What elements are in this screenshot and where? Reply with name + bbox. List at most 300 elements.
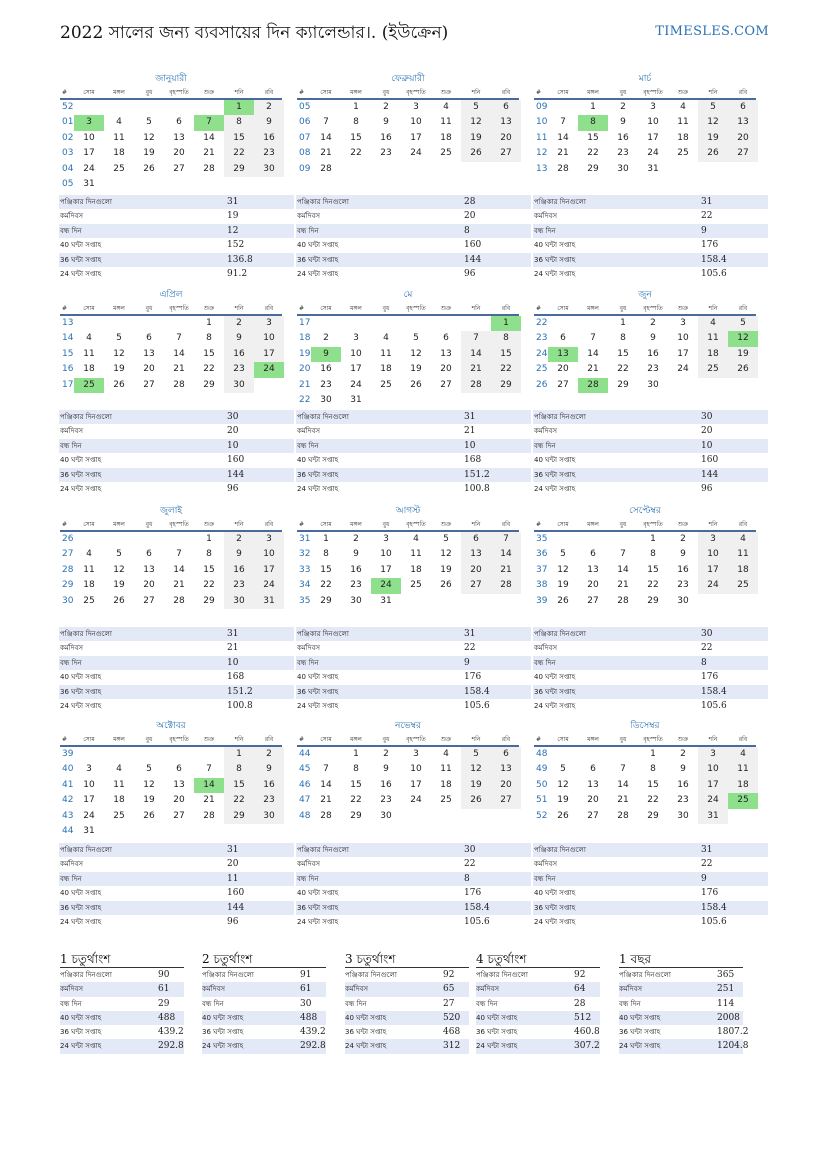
day-cell[interactable]: 22 [491, 362, 521, 377]
day-cell[interactable]: 5 [728, 316, 758, 331]
day-cell[interactable]: 2 [224, 532, 254, 547]
day-cell[interactable]: 10 [410, 117, 422, 128]
day-cell[interactable]: 28 [320, 163, 332, 174]
day-cell[interactable]: 27 [557, 379, 569, 390]
month-name[interactable]: ডিসেম্বর [630, 721, 660, 731]
day-cell[interactable]: 31 [647, 163, 659, 174]
day-cell[interactable]: 9 [650, 333, 656, 344]
day-cell[interactable]: 2 [650, 318, 656, 328]
day-cell[interactable]: 14 [320, 779, 332, 790]
day-cell[interactable]: 31 [254, 594, 284, 609]
day-cell[interactable]: 1 [353, 102, 359, 112]
day-cell[interactable]: 22 [647, 795, 659, 806]
day-cell[interactable]: 23 [320, 379, 332, 390]
day-cell[interactable]: 6 [461, 532, 491, 547]
day-cell[interactable]: 30 [617, 163, 629, 174]
day-cell[interactable]: 4 [116, 764, 122, 775]
day-cell[interactable]: 4 [698, 316, 728, 331]
day-cell[interactable]: 3 [353, 333, 359, 344]
day-cell[interactable]: 26 [728, 362, 758, 377]
day-cell[interactable]: 28 [578, 378, 608, 393]
day-cell[interactable]: 1 [323, 534, 329, 544]
day-cell[interactable]: 27 [587, 810, 599, 821]
day-cell[interactable]: 1 [620, 318, 626, 328]
day-cell[interactable]: 30 [647, 379, 659, 390]
day-cell[interactable]: 7 [323, 764, 329, 775]
day-cell[interactable]: 12 [143, 132, 155, 143]
day-cell[interactable]: 20 [173, 795, 185, 806]
day-cell[interactable]: 13 [143, 348, 155, 359]
day-cell[interactable]: 28 [461, 378, 491, 393]
day-cell[interactable]: 5 [461, 747, 491, 762]
day-cell[interactable]: 16 [677, 564, 689, 575]
day-cell[interactable]: 2 [383, 102, 389, 112]
day-cell[interactable]: 7 [590, 333, 596, 344]
day-cell[interactable]: 25 [677, 148, 689, 159]
month-name[interactable]: জুন [638, 290, 652, 300]
day-cell[interactable]: 24 [647, 148, 659, 159]
day-cell[interactable]: 16 [350, 564, 362, 575]
day-cell[interactable]: 14 [617, 564, 629, 575]
day-cell[interactable]: 6 [590, 764, 596, 775]
day-cell[interactable]: 3 [74, 115, 104, 130]
day-cell[interactable]: 28 [320, 810, 332, 821]
day-cell[interactable]: 9 [254, 762, 284, 777]
day-cell[interactable]: 13 [440, 348, 452, 359]
day-cell[interactable]: 27 [173, 163, 185, 174]
day-cell[interactable]: 8 [323, 549, 329, 560]
day-cell[interactable]: 17 [647, 132, 659, 143]
day-cell[interactable]: 13 [491, 115, 521, 130]
day-cell[interactable]: 22 [587, 148, 599, 159]
day-cell[interactable]: 30 [254, 809, 284, 824]
day-cell[interactable]: 10 [647, 117, 659, 128]
day-cell[interactable]: 23 [647, 364, 659, 375]
day-cell[interactable]: 2 [620, 102, 626, 112]
month-name[interactable]: নভেম্বর [395, 721, 421, 731]
day-cell[interactable]: 21 [203, 148, 215, 159]
day-cell[interactable]: 30 [254, 162, 284, 177]
day-cell[interactable]: 19 [557, 580, 569, 591]
day-cell[interactable]: 14 [617, 779, 629, 790]
day-cell[interactable]: 21 [320, 148, 332, 159]
day-cell[interactable]: 4 [413, 534, 419, 544]
day-cell[interactable]: 14 [203, 132, 215, 143]
day-cell[interactable]: 12 [698, 115, 728, 130]
day-cell[interactable]: 11 [113, 132, 125, 143]
day-cell[interactable]: 7 [461, 331, 491, 346]
day-cell[interactable]: 30 [350, 595, 362, 606]
day-cell[interactable]: 19 [461, 131, 491, 146]
day-cell[interactable]: 13 [143, 564, 155, 575]
day-cell[interactable]: 28 [203, 810, 215, 821]
day-cell[interactable]: 15 [350, 779, 362, 790]
day-cell[interactable]: 3 [650, 102, 656, 112]
day-cell[interactable]: 27 [143, 595, 155, 606]
day-cell[interactable]: 29 [350, 810, 362, 821]
day-cell[interactable]: 24 [371, 578, 401, 593]
day-cell[interactable]: 1 [650, 534, 656, 544]
day-cell[interactable]: 28 [173, 379, 185, 390]
day-cell[interactable]: 2 [680, 749, 686, 759]
day-cell[interactable]: 10 [677, 333, 689, 344]
day-cell[interactable]: 21 [491, 563, 521, 578]
day-cell[interactable]: 13 [173, 779, 185, 790]
day-cell[interactable]: 12 [557, 779, 569, 790]
day-cell[interactable]: 3 [86, 764, 92, 775]
day-cell[interactable]: 18 [440, 779, 452, 790]
day-cell[interactable]: 25 [410, 580, 422, 591]
day-cell[interactable]: 28 [557, 163, 569, 174]
day-cell[interactable]: 29 [647, 810, 659, 821]
day-cell[interactable]: 12 [461, 762, 491, 777]
day-cell[interactable]: 18 [728, 563, 758, 578]
day-cell[interactable]: 18 [440, 132, 452, 143]
day-cell[interactable]: 19 [698, 131, 728, 146]
day-cell[interactable]: 10 [254, 331, 284, 346]
day-cell[interactable]: 21 [203, 795, 215, 806]
day-cell[interactable]: 14 [194, 778, 224, 793]
day-cell[interactable]: 4 [728, 532, 758, 547]
day-cell[interactable]: 2 [353, 534, 359, 544]
day-cell[interactable]: 6 [146, 333, 152, 344]
day-cell[interactable]: 19 [440, 564, 452, 575]
day-cell[interactable]: 24 [254, 362, 284, 377]
day-cell[interactable]: 7 [194, 115, 224, 130]
day-cell[interactable]: 27 [728, 146, 758, 161]
day-cell[interactable]: 26 [143, 810, 155, 821]
day-cell[interactable]: 9 [620, 117, 626, 128]
day-cell[interactable]: 9 [254, 115, 284, 130]
day-cell[interactable]: 4 [116, 117, 122, 128]
day-cell[interactable]: 23 [617, 148, 629, 159]
day-cell[interactable]: 3 [680, 318, 686, 328]
day-cell[interactable]: 24 [677, 364, 689, 375]
day-cell[interactable]: 16 [647, 348, 659, 359]
day-cell[interactable]: 31 [83, 178, 95, 189]
day-cell[interactable]: 22 [203, 580, 215, 591]
day-cell[interactable]: 6 [146, 549, 152, 560]
day-cell[interactable]: 4 [680, 102, 686, 112]
day-cell[interactable]: 17 [698, 778, 728, 793]
day-cell[interactable]: 11 [380, 348, 392, 359]
day-cell[interactable]: 18 [380, 364, 392, 375]
day-cell[interactable]: 25 [83, 595, 95, 606]
day-cell[interactable]: 13 [548, 347, 578, 362]
day-cell[interactable]: 30 [224, 594, 254, 609]
day-cell[interactable]: 31 [380, 595, 392, 606]
day-cell[interactable]: 11 [677, 117, 689, 128]
day-cell[interactable]: 5 [146, 117, 152, 128]
day-cell[interactable]: 14 [587, 348, 599, 359]
month-name[interactable]: এপ্রিল [159, 290, 183, 300]
day-cell[interactable]: 29 [203, 379, 215, 390]
day-cell[interactable]: 15 [491, 347, 521, 362]
day-cell[interactable]: 22 [350, 795, 362, 806]
day-cell[interactable]: 22 [647, 580, 659, 591]
day-cell[interactable]: 21 [461, 362, 491, 377]
month-name[interactable]: মার্চ [638, 74, 652, 84]
day-cell[interactable]: 16 [380, 132, 392, 143]
day-cell[interactable]: 18 [728, 778, 758, 793]
day-cell[interactable]: 29 [224, 162, 254, 177]
day-cell[interactable]: 25 [728, 793, 758, 808]
day-cell[interactable]: 2 [323, 333, 329, 344]
day-cell[interactable]: 20 [173, 148, 185, 159]
day-cell[interactable]: 24 [83, 810, 95, 821]
day-cell[interactable]: 19 [461, 778, 491, 793]
day-cell[interactable]: 14 [320, 132, 332, 143]
day-cell[interactable]: 11 [83, 564, 95, 575]
day-cell[interactable]: 3 [383, 534, 389, 544]
day-cell[interactable]: 7 [206, 764, 212, 775]
day-cell[interactable]: 21 [173, 580, 185, 591]
day-cell[interactable]: 31 [350, 394, 362, 405]
day-cell[interactable]: 12 [410, 348, 422, 359]
day-cell[interactable]: 29 [647, 595, 659, 606]
day-cell[interactable]: 20 [491, 131, 521, 146]
day-cell[interactable]: 26 [440, 580, 452, 591]
day-cell[interactable]: 20 [143, 580, 155, 591]
day-cell[interactable]: 8 [353, 117, 359, 128]
day-cell[interactable]: 9 [224, 331, 254, 346]
day-cell[interactable]: 22 [203, 364, 215, 375]
day-cell[interactable]: 6 [176, 764, 182, 775]
day-cell[interactable]: 15 [617, 348, 629, 359]
day-cell[interactable]: 6 [491, 747, 521, 762]
month-name[interactable]: আগস্ট [395, 506, 421, 516]
day-cell[interactable]: 18 [698, 347, 728, 362]
day-cell[interactable]: 18 [113, 795, 125, 806]
day-cell[interactable]: 27 [461, 578, 491, 593]
day-cell[interactable]: 4 [86, 333, 92, 344]
day-cell[interactable]: 8 [578, 115, 608, 130]
day-cell[interactable]: 17 [350, 364, 362, 375]
day-cell[interactable]: 15 [587, 132, 599, 143]
day-cell[interactable]: 15 [224, 778, 254, 793]
day-cell[interactable]: 26 [698, 146, 728, 161]
day-cell[interactable]: 16 [320, 364, 332, 375]
day-cell[interactable]: 12 [440, 549, 452, 560]
day-cell[interactable]: 19 [728, 347, 758, 362]
day-cell[interactable]: 24 [698, 793, 728, 808]
day-cell[interactable]: 5 [116, 333, 122, 344]
day-cell[interactable]: 8 [206, 333, 212, 344]
day-cell[interactable]: 3 [254, 532, 284, 547]
day-cell[interactable]: 2 [224, 316, 254, 331]
day-cell[interactable]: 10 [698, 762, 728, 777]
day-cell[interactable]: 10 [254, 547, 284, 562]
day-cell[interactable]: 14 [557, 132, 569, 143]
day-cell[interactable]: 24 [410, 148, 422, 159]
day-cell[interactable]: 23 [224, 578, 254, 593]
day-cell[interactable]: 23 [254, 146, 284, 161]
day-cell[interactable]: 19 [557, 795, 569, 806]
day-cell[interactable]: 28 [617, 595, 629, 606]
day-cell[interactable]: 10 [380, 549, 392, 560]
day-cell[interactable]: 17 [698, 563, 728, 578]
day-cell[interactable]: 15 [203, 564, 215, 575]
day-cell[interactable]: 5 [413, 333, 419, 344]
day-cell[interactable]: 21 [617, 795, 629, 806]
day-cell[interactable]: 6 [728, 100, 758, 115]
day-cell[interactable]: 10 [83, 132, 95, 143]
day-cell[interactable]: 16 [224, 347, 254, 362]
day-cell[interactable]: 22 [617, 364, 629, 375]
day-cell[interactable]: 30 [224, 378, 254, 393]
day-cell[interactable]: 6 [443, 333, 449, 344]
day-cell[interactable]: 2 [383, 749, 389, 759]
day-cell[interactable]: 17 [380, 564, 392, 575]
day-cell[interactable]: 26 [113, 379, 125, 390]
day-cell[interactable]: 8 [620, 333, 626, 344]
month-name[interactable]: অক্টোবর [156, 721, 186, 731]
day-cell[interactable]: 9 [680, 549, 686, 560]
day-cell[interactable]: 12 [728, 331, 758, 346]
day-cell[interactable]: 5 [560, 764, 566, 775]
day-cell[interactable]: 29 [203, 595, 215, 606]
day-cell[interactable]: 3 [698, 532, 728, 547]
day-cell[interactable]: 27 [143, 379, 155, 390]
day-cell[interactable]: 24 [350, 379, 362, 390]
day-cell[interactable]: 7 [491, 532, 521, 547]
day-cell[interactable]: 20 [728, 131, 758, 146]
day-cell[interactable]: 21 [173, 364, 185, 375]
day-cell[interactable]: 20 [440, 364, 452, 375]
day-cell[interactable]: 16 [380, 779, 392, 790]
day-cell[interactable]: 14 [173, 564, 185, 575]
day-cell[interactable]: 8 [650, 764, 656, 775]
day-cell[interactable]: 23 [677, 795, 689, 806]
day-cell[interactable]: 20 [557, 364, 569, 375]
day-cell[interactable]: 16 [254, 131, 284, 146]
day-cell[interactable]: 7 [176, 549, 182, 560]
day-cell[interactable]: 22 [350, 148, 362, 159]
day-cell[interactable]: 23 [380, 795, 392, 806]
day-cell[interactable]: 29 [224, 809, 254, 824]
day-cell[interactable]: 18 [410, 564, 422, 575]
day-cell[interactable]: 14 [461, 347, 491, 362]
day-cell[interactable]: 13 [728, 115, 758, 130]
day-cell[interactable]: 24 [410, 795, 422, 806]
day-cell[interactable]: 7 [620, 549, 626, 560]
day-cell[interactable]: 1 [590, 102, 596, 112]
day-cell[interactable]: 1 [224, 100, 254, 115]
day-cell[interactable]: 18 [83, 580, 95, 591]
day-cell[interactable]: 30 [320, 394, 332, 405]
day-cell[interactable]: 22 [224, 793, 254, 808]
day-cell[interactable]: 22 [224, 146, 254, 161]
day-cell[interactable]: 28 [617, 810, 629, 821]
day-cell[interactable]: 29 [587, 163, 599, 174]
day-cell[interactable]: 21 [617, 580, 629, 591]
day-cell[interactable]: 27 [491, 793, 521, 808]
day-cell[interactable]: 25 [728, 578, 758, 593]
day-cell[interactable]: 8 [224, 762, 254, 777]
day-cell[interactable]: 12 [113, 348, 125, 359]
day-cell[interactable]: 4 [728, 747, 758, 762]
day-cell[interactable]: 9 [680, 764, 686, 775]
day-cell[interactable]: 10 [410, 764, 422, 775]
day-cell[interactable]: 20 [461, 563, 491, 578]
day-cell[interactable]: 9 [224, 547, 254, 562]
day-cell[interactable]: 2 [680, 534, 686, 544]
day-cell[interactable]: 25 [698, 362, 728, 377]
day-cell[interactable]: 25 [74, 378, 104, 393]
day-cell[interactable]: 11 [440, 764, 452, 775]
day-cell[interactable]: 25 [380, 379, 392, 390]
day-cell[interactable]: 4 [383, 333, 389, 344]
day-cell[interactable]: 3 [254, 316, 284, 331]
day-cell[interactable]: 15 [350, 132, 362, 143]
day-cell[interactable]: 26 [557, 810, 569, 821]
day-cell[interactable]: 7 [176, 333, 182, 344]
day-cell[interactable]: 1 [353, 749, 359, 759]
day-cell[interactable]: 18 [677, 132, 689, 143]
day-cell[interactable]: 2 [254, 100, 284, 115]
day-cell[interactable]: 11 [410, 549, 422, 560]
day-cell[interactable]: 13 [587, 564, 599, 575]
day-cell[interactable]: 8 [353, 764, 359, 775]
day-cell[interactable]: 11 [728, 547, 758, 562]
day-cell[interactable]: 13 [587, 779, 599, 790]
day-cell[interactable]: 11 [440, 117, 452, 128]
day-cell[interactable]: 27 [173, 810, 185, 821]
month-name[interactable]: মে [403, 290, 413, 300]
day-cell[interactable]: 19 [143, 148, 155, 159]
day-cell[interactable]: 17 [254, 347, 284, 362]
day-cell[interactable]: 26 [410, 379, 422, 390]
day-cell[interactable]: 11 [728, 762, 758, 777]
day-cell[interactable]: 20 [491, 778, 521, 793]
day-cell[interactable]: 19 [143, 795, 155, 806]
day-cell[interactable]: 5 [116, 549, 122, 560]
day-cell[interactable]: 18 [83, 364, 95, 375]
day-cell[interactable]: 31 [698, 809, 728, 824]
day-cell[interactable]: 30 [677, 810, 689, 821]
day-cell[interactable]: 27 [491, 146, 521, 161]
day-cell[interactable]: 3 [698, 747, 728, 762]
day-cell[interactable]: 6 [176, 117, 182, 128]
day-cell[interactable]: 17 [83, 795, 95, 806]
day-cell[interactable]: 26 [143, 163, 155, 174]
day-cell[interactable]: 29 [491, 378, 521, 393]
day-cell[interactable]: 17 [410, 779, 422, 790]
day-cell[interactable]: 16 [677, 779, 689, 790]
day-cell[interactable]: 30 [380, 810, 392, 821]
day-cell[interactable]: 3 [413, 749, 419, 759]
day-cell[interactable]: 14 [491, 547, 521, 562]
day-cell[interactable]: 14 [173, 348, 185, 359]
day-cell[interactable]: 21 [587, 364, 599, 375]
day-cell[interactable]: 5 [443, 534, 449, 544]
day-cell[interactable]: 25 [440, 795, 452, 806]
day-cell[interactable]: 23 [224, 362, 254, 377]
day-cell[interactable]: 17 [410, 132, 422, 143]
day-cell[interactable]: 5 [146, 764, 152, 775]
day-cell[interactable]: 8 [650, 549, 656, 560]
day-cell[interactable]: 26 [113, 595, 125, 606]
day-cell[interactable]: 15 [203, 348, 215, 359]
day-cell[interactable]: 12 [113, 564, 125, 575]
day-cell[interactable]: 12 [461, 115, 491, 130]
day-cell[interactable]: 10 [350, 348, 362, 359]
day-cell[interactable]: 2 [254, 747, 284, 762]
day-cell[interactable]: 6 [590, 549, 596, 560]
day-cell[interactable]: 20 [143, 364, 155, 375]
day-cell[interactable]: 10 [83, 779, 95, 790]
day-cell[interactable]: 16 [224, 563, 254, 578]
